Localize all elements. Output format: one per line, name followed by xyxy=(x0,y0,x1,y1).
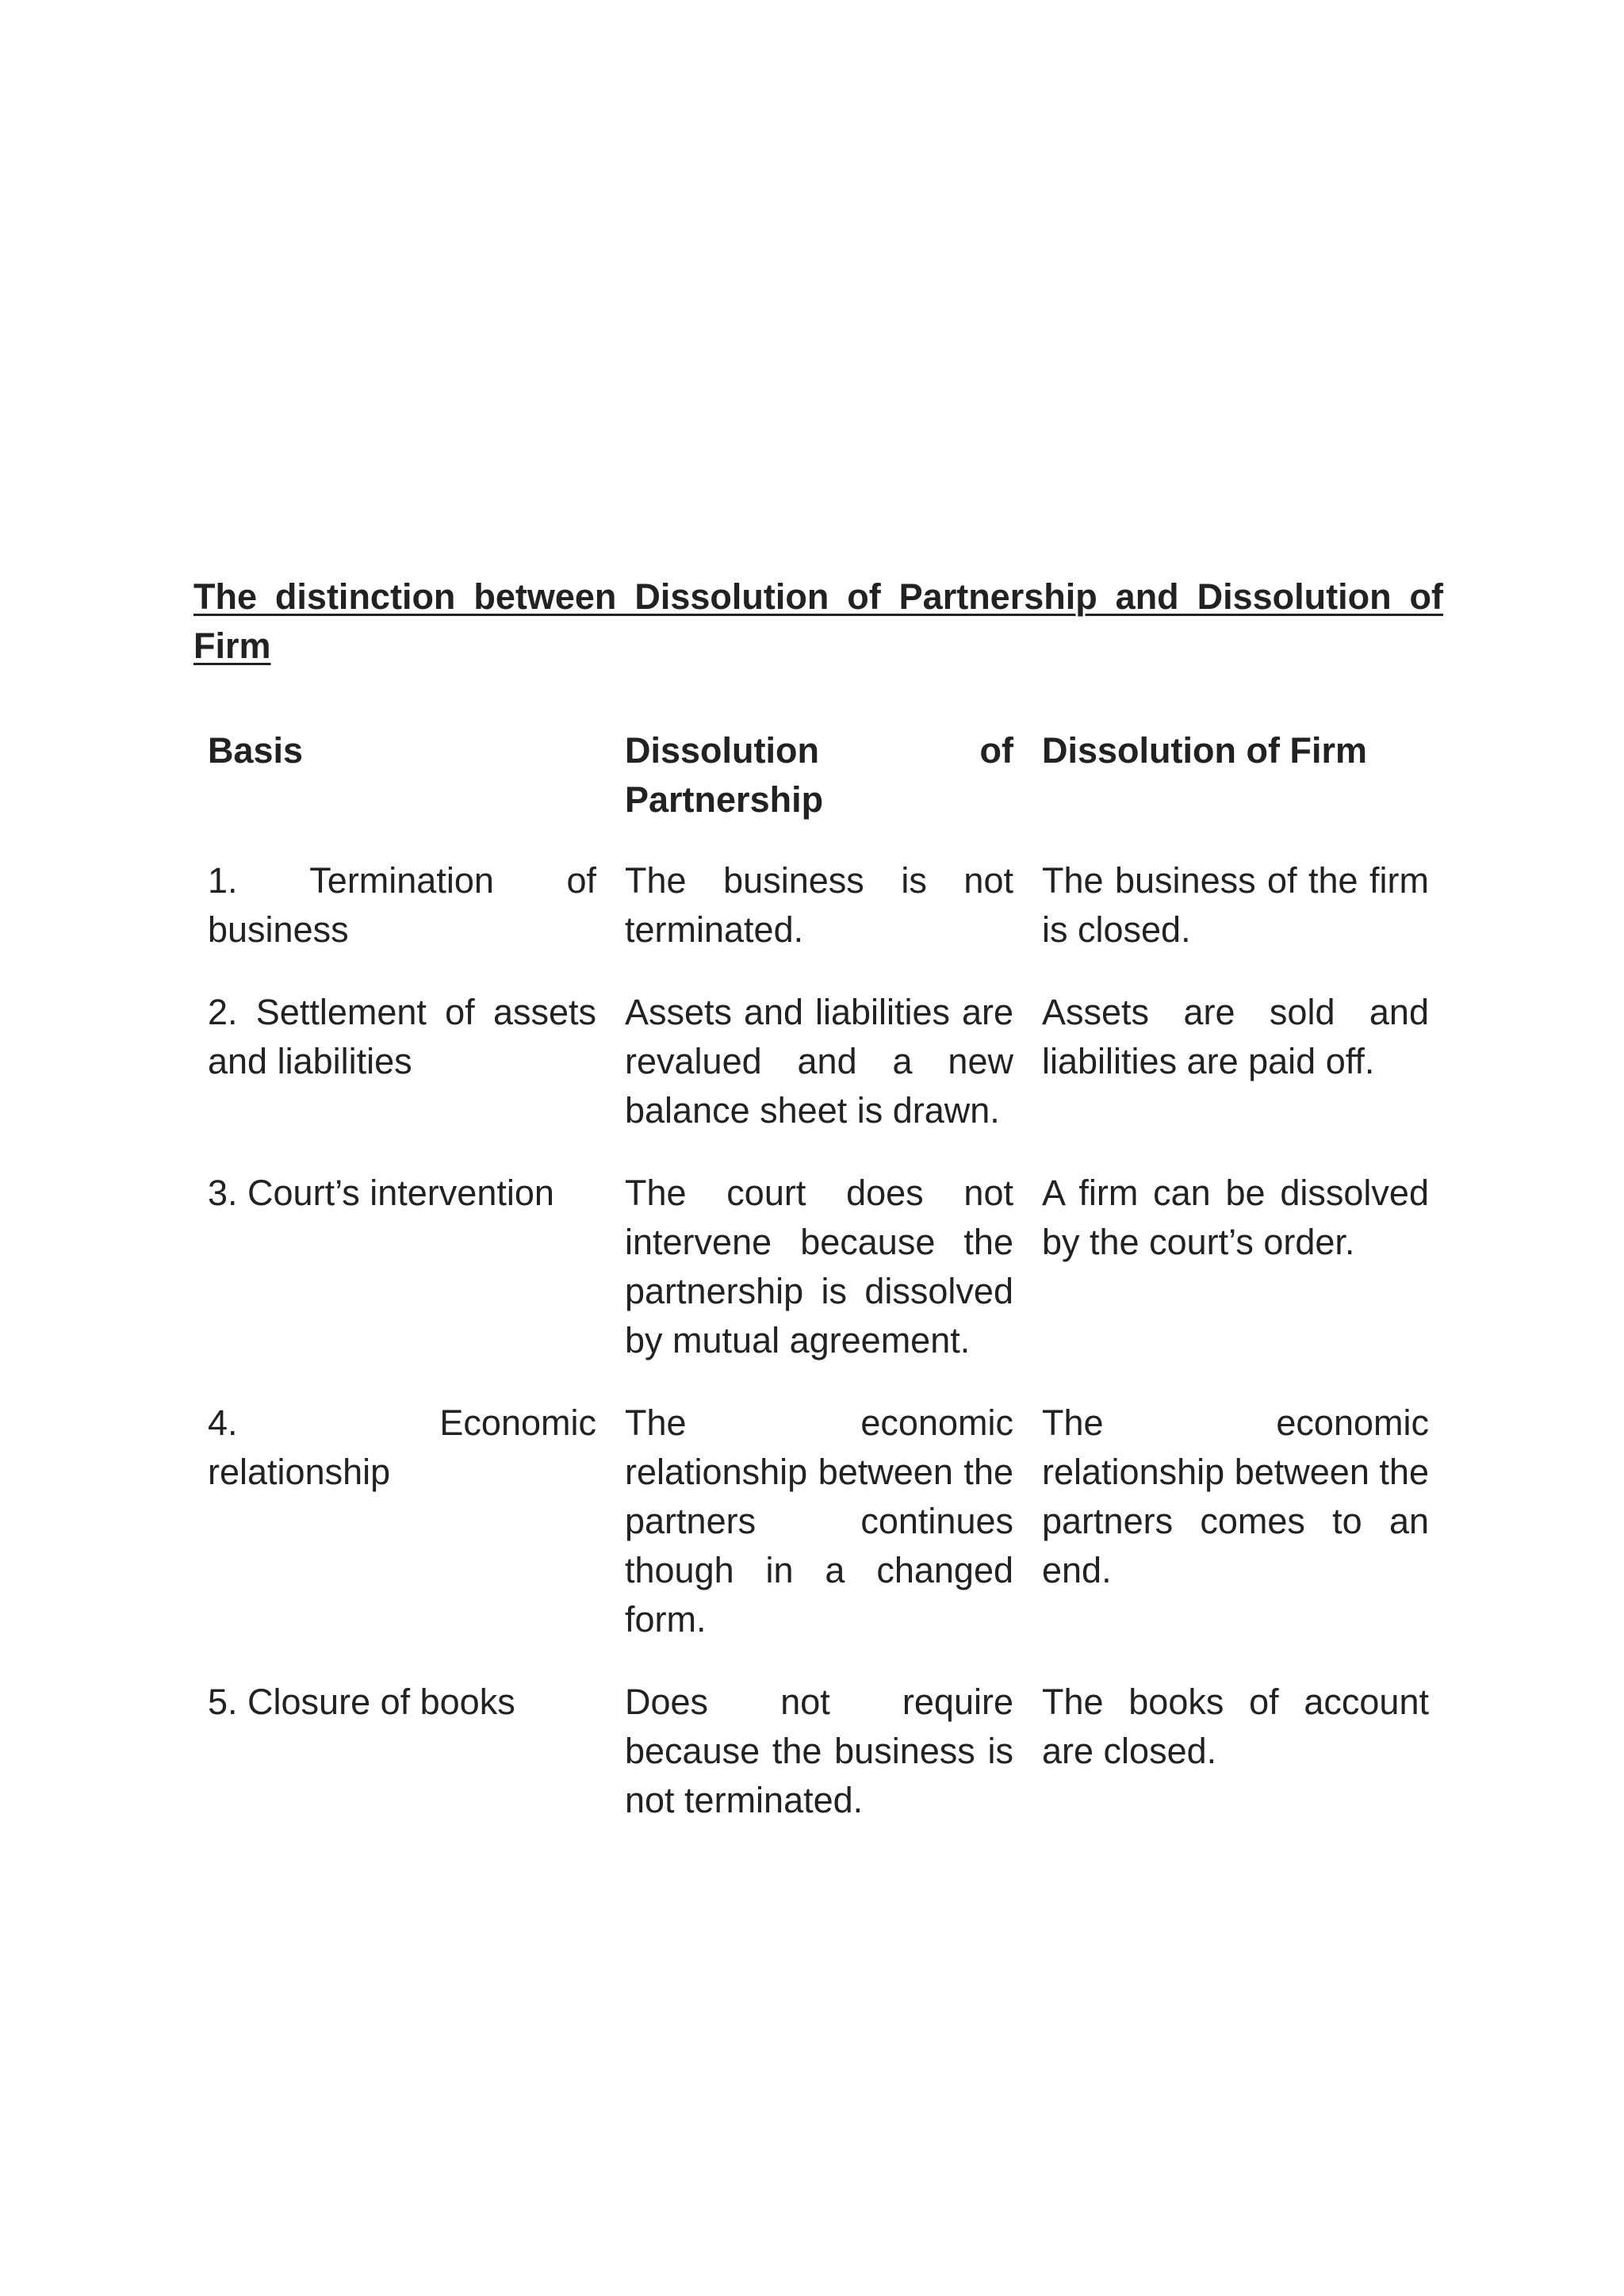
basis-cell: 3. Court’s intervention xyxy=(208,1173,554,1213)
basis-cell: 5. Closure of books xyxy=(208,1682,515,1722)
table-header-row xyxy=(193,720,1443,850)
header-dissolution-of-firm: Dissolution of Firm xyxy=(1042,730,1367,771)
table-row xyxy=(193,1671,1443,1852)
table-row xyxy=(193,850,1443,982)
basis-cell: 4. Economic relationship xyxy=(208,1402,596,1492)
firm-cell: The economic relationship between the partners comes to an end. xyxy=(1042,1402,1429,1590)
firm-cell: The books of account are closed. xyxy=(1042,1682,1429,1771)
basis-cell: 2. Settlement of assets and liabilities xyxy=(208,992,596,1081)
table-row xyxy=(193,982,1443,1162)
partnership-cell: The business is not terminated. xyxy=(625,860,1013,950)
partnership-cell: Assets and liabilities are revalued and a new balance sheet is drawn. xyxy=(625,992,1013,1131)
header-basis: Basis xyxy=(208,730,304,771)
basis-cell: 1. Termination of business xyxy=(208,860,596,950)
comparison-table xyxy=(193,720,1443,1852)
table-row xyxy=(193,1392,1443,1671)
header-dissolution-of-partnership: Dissolution of Partnership xyxy=(625,730,1013,820)
partnership-cell: The economic relationship between the partners continues though in a changed form. xyxy=(625,1402,1013,1640)
partnership-cell: The court does not intervene because the partnership is dissolved by mutual agreement. xyxy=(625,1173,1013,1360)
firm-cell: The business of the firm is closed. xyxy=(1042,860,1429,950)
firm-cell: A firm can be dissolved by the court’s order. xyxy=(1042,1173,1429,1262)
table-row xyxy=(193,1162,1443,1392)
partnership-cell: Does not require because the business is not terminated. xyxy=(625,1682,1013,1820)
firm-cell: Assets are sold and liabilities are paid off. xyxy=(1042,992,1429,1081)
page-title: The distinction between Dissolution of Partnership and Dissolution of Firm xyxy=(193,576,1443,666)
